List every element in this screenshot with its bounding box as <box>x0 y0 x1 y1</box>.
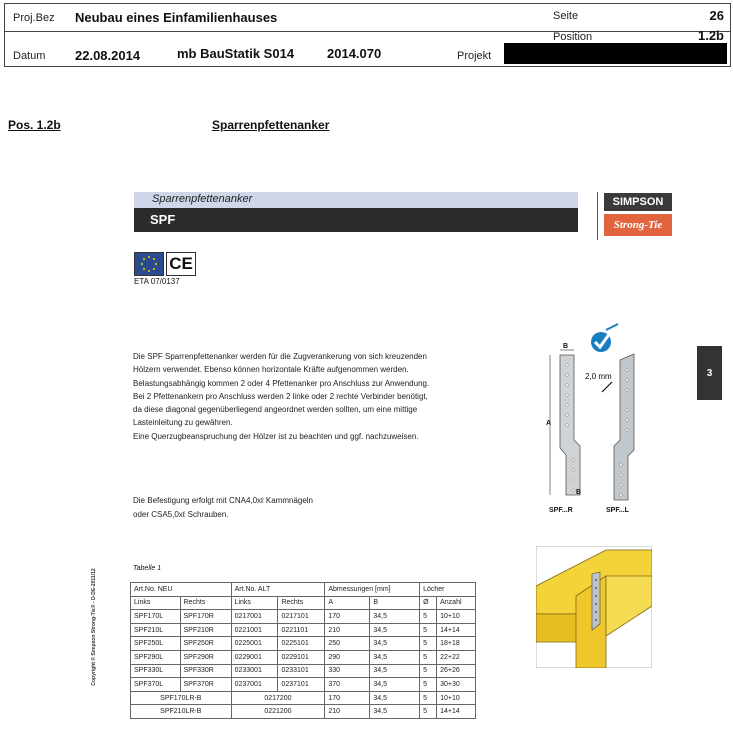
th-links: Links <box>231 596 278 610</box>
th-a: A <box>325 596 370 610</box>
th-artno-new: Art.No. NEU <box>131 583 232 597</box>
product-code-bar <box>134 208 578 232</box>
eta-number: ETA 07/0137 <box>134 277 180 286</box>
cell: SPF290R <box>180 650 231 664</box>
cell: 0237001 <box>231 678 278 692</box>
table-subheader-row <box>131 596 476 610</box>
cell: 34,5 <box>370 650 420 664</box>
date-value: 22.08.2014 <box>75 48 141 63</box>
cell: 0229001 <box>231 650 278 664</box>
cell: 5 <box>420 664 437 678</box>
cell: 0233001 <box>231 664 278 678</box>
th-diameter: Ø <box>420 596 437 610</box>
cell: 0229101 <box>278 650 325 664</box>
product-category: Sparrenpfettenanker <box>152 193 253 205</box>
brand-logo-bottom: Strong-Tie <box>604 214 672 236</box>
table-row <box>131 691 476 705</box>
cell: SPF170LR-B <box>131 691 232 705</box>
cell: SPF330R <box>180 664 231 678</box>
position-value: 1.2b <box>697 28 724 43</box>
cell: 34,5 <box>370 691 420 705</box>
cell: 0225101 <box>278 637 325 651</box>
table-row <box>131 705 476 719</box>
cell: 34,5 <box>370 705 420 719</box>
cell: 170 <box>325 691 370 705</box>
description-line: Die SPF Sparrenpfettenanker werden für die Zugverankerung von sich kreuzenden <box>133 352 427 361</box>
dim-b-bottom: B <box>576 489 582 496</box>
label-spf-l: SPF...L <box>606 507 629 514</box>
cell: 210 <box>325 623 370 637</box>
cell: 0237101 <box>278 678 325 692</box>
description-line: Hölzern verwendet. Ebenso können horizontale Kräfte aufgenommen werden. <box>133 365 409 375</box>
cell: 14+14 <box>437 623 476 637</box>
fastening-line: oder CSA5,0xℓ Schrauben. <box>133 509 229 519</box>
project-name: Neubau eines Einfamilienhauses <box>75 10 278 25</box>
cell: 170 <box>325 610 370 624</box>
cell: 0217200 <box>231 691 325 705</box>
cell: SPF370R <box>180 678 231 692</box>
description-line: Bei 2 Pfettenankern pro Anschluss werden 2 linke oder 2 rechte Verbinder benötigt, <box>133 391 428 401</box>
cell: 14+14 <box>437 705 476 719</box>
cell: 30+30 <box>437 678 476 692</box>
description-line: da diese diagonal gegenüberliegend angeordnet werden sollten, um eine mittige <box>133 405 418 415</box>
cell: 330 <box>325 664 370 678</box>
th-rechts: Rechts <box>180 596 231 610</box>
th-rechts: Rechts <box>278 596 325 610</box>
cell: 5 <box>420 623 437 637</box>
eta-logo-icon <box>134 252 164 276</box>
cell: 5 <box>420 637 437 651</box>
th-b: B <box>370 596 420 610</box>
cell: 210 <box>325 705 370 719</box>
cell: SPF210R <box>180 623 231 637</box>
dim-b-top: B <box>563 343 569 350</box>
th-holes: Löcher <box>420 583 476 597</box>
table-header-row <box>131 583 476 597</box>
cell: 5 <box>420 691 437 705</box>
th-count: Anzahl <box>437 596 476 610</box>
cell: 34,5 <box>370 610 420 624</box>
thickness-label: 2,0 mm <box>585 372 612 381</box>
cell: 250 <box>325 637 370 651</box>
seite-label: Seite <box>553 10 579 22</box>
table-row <box>131 664 476 678</box>
label-spf-r: SPF...R <box>549 507 573 514</box>
th-dimensions: Abmessungen [mm] <box>325 583 420 597</box>
dim-a: A <box>546 420 552 427</box>
datum-label: Datum <box>13 50 46 62</box>
cell: 0217001 <box>231 610 278 624</box>
table-title: Tabelle 1 <box>133 565 162 572</box>
software-version: 2014.070 <box>327 46 382 61</box>
cell: SPF210L <box>131 623 181 637</box>
table-row <box>131 678 476 692</box>
timber-connection-illustration <box>536 546 652 668</box>
cell: 0221001 <box>231 623 278 637</box>
cell: 18+18 <box>437 637 476 651</box>
seite-value: 26 <box>709 8 724 23</box>
table-row <box>131 650 476 664</box>
software-name: mb BauStatik S014 <box>177 46 295 61</box>
product-description <box>133 350 463 443</box>
spf-r-plate <box>560 355 580 495</box>
cell: SPF290L <box>131 650 181 664</box>
anchor-drawing <box>540 320 650 520</box>
cell: 34,5 <box>370 664 420 678</box>
ce-mark-icon: CE <box>166 252 196 276</box>
cell: SPF170L <box>131 610 181 624</box>
cell: SPF170R <box>180 610 231 624</box>
copyright-vertical <box>88 560 100 700</box>
description-line: Lasteinleitung zu gewähren. <box>133 418 233 428</box>
redacted-block <box>504 43 727 64</box>
cell: 34,5 <box>370 678 420 692</box>
th-artno-old: Art.No. ALT <box>231 583 325 597</box>
fastening-line: Die Befestigung erfolgt mit CNA4,0xℓ Kammnägeln <box>133 496 314 505</box>
position-heading: Pos. 1.2b <box>8 118 61 132</box>
cell: SPF210LR-B <box>131 705 232 719</box>
cell: SPF250R <box>180 637 231 651</box>
cell: 5 <box>420 650 437 664</box>
cell: 22+22 <box>437 650 476 664</box>
th-links: Links <box>131 596 181 610</box>
cell: 0221200 <box>231 705 325 719</box>
cell: 0233101 <box>278 664 325 678</box>
cell: 5 <box>420 610 437 624</box>
cell: 34,5 <box>370 623 420 637</box>
cell: 5 <box>420 705 437 719</box>
cell: 10+10 <box>437 610 476 624</box>
dimension-table <box>130 582 476 719</box>
cell: 0225001 <box>231 637 278 651</box>
description-line: Belastungsabhängig kommen 2 oder 4 Pfettenanker pro Anschluss zur Anwendung. <box>133 378 430 388</box>
cell: 0221101 <box>278 623 325 637</box>
cell: 34,5 <box>370 637 420 651</box>
table-row <box>131 610 476 624</box>
spf-l-plate <box>614 354 634 500</box>
chapter-tab <box>697 346 722 400</box>
section-title: Sparrenpfettenanker <box>212 118 330 132</box>
cell: 5 <box>420 678 437 692</box>
cell: 26+26 <box>437 664 476 678</box>
copyright-text: Copyright © Simpson Strong-Tie® - D-DE-2011/12 <box>91 568 97 686</box>
fastening-note <box>133 494 393 521</box>
position-label: Position <box>553 31 593 43</box>
cell: 290 <box>325 650 370 664</box>
description-line: Eine Querzugbeanspruchung der Hölzer ist zu beachten und ggf. nachzuweisen. <box>133 431 419 441</box>
cell: 0217101 <box>278 610 325 624</box>
projekt-label: Projekt <box>457 50 492 62</box>
brand-logo-top: SIMPSON <box>604 193 672 211</box>
cell: SPF330L <box>131 664 181 678</box>
brand-separator <box>597 192 598 240</box>
cell: SPF250L <box>131 637 181 651</box>
product-category-bar <box>134 192 578 208</box>
cell: 370 <box>325 678 370 692</box>
table-row <box>131 637 476 651</box>
cell: 10+10 <box>437 691 476 705</box>
table-row <box>131 623 476 637</box>
projbez-label: Proj.Bez <box>13 12 55 24</box>
chapter-number: 3 <box>706 367 713 379</box>
approval-check-icon <box>591 324 618 352</box>
cell: SPF370L <box>131 678 181 692</box>
product-code: SPF <box>150 212 176 227</box>
